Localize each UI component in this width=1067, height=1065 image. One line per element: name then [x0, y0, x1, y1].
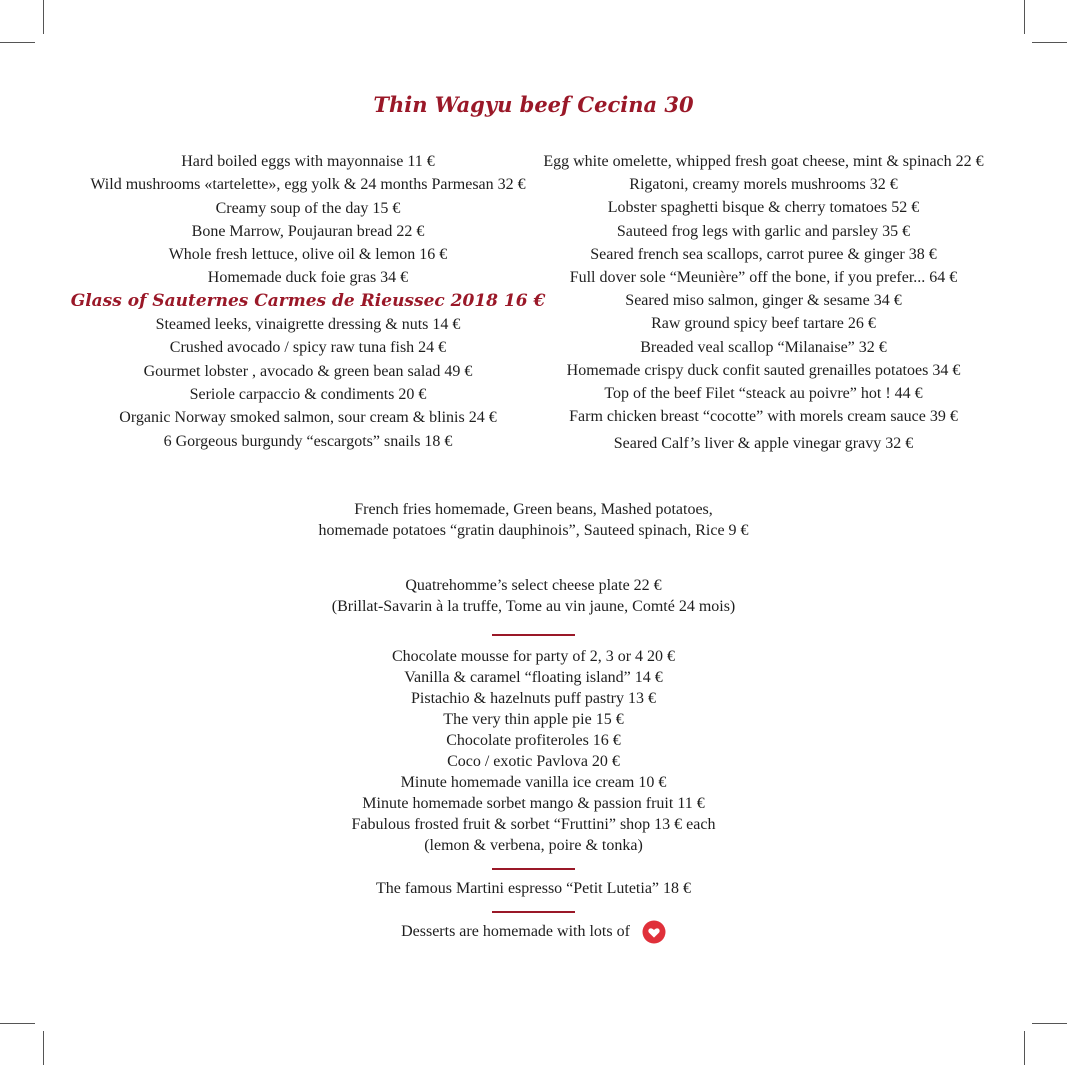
dessert-item: Chocolate mousse for party of 2, 3 or 4 20 € [391, 648, 676, 665]
menu-item: Homemade duck foie gras 34 € [207, 269, 409, 287]
dessert-item: The very thin apple pie 15 € [443, 711, 624, 728]
sides-line: French fries homemade, Green beans, Mashed potatoes, [354, 501, 713, 518]
dessert-item: Chocolate profiteroles 16 € [446, 732, 621, 749]
menu-item: Steamed leeks, vinaigrette dressing & nuts 14 € [155, 316, 461, 334]
menu-item: Seared miso salmon, ginger & sesame 34 € [625, 292, 902, 310]
menu-item: Egg white omelette, whipped fresh goat cheese, mint & spinach 22 € [543, 153, 984, 170]
menu-item: Lobster spaghetti bisque & cherry tomatoes 52 € [607, 199, 920, 217]
section-divider [492, 634, 575, 636]
desserts-section [0, 646, 1067, 856]
menu-title: Thin Wagyu beef Cecina 30 [373, 92, 694, 117]
menu-item: Full dover sole “Meunière” off the bone, if you prefer... 64 € [569, 268, 958, 286]
dessert-detail: (lemon & verbena, poire & tonka) [424, 837, 643, 854]
sides-line: homemade potatoes “gratin dauphinois”, Sauteed spinach, Rice 9 € [318, 522, 749, 539]
menu-item: Raw ground spicy beef tartare 26 € [651, 315, 876, 333]
crop-mark [1032, 42, 1067, 43]
mains-column [520, 150, 1007, 455]
menu-item: 6 Gorgeous burgundy “escargots” snails 18 € [163, 432, 453, 450]
dessert-item: Minute homemade vanilla ice cream 10 € [400, 774, 667, 791]
menu-item: Farm chicken breast “cocotte” with morels cream sauce 39 € [569, 408, 958, 426]
menu-item: Bone Marrow, Poujauran bread 22 € [191, 222, 425, 240]
menu-item: Wild mushrooms «tartelette», egg yolk & 24 months Parmesan 32 € [90, 176, 526, 194]
crop-mark [1024, 0, 1025, 34]
crop-mark [43, 1031, 44, 1065]
footer-note [0, 920, 1067, 944]
cheese-section [0, 575, 1067, 617]
menu-item: Crushed avocado / spicy raw tuna fish 24 € [169, 339, 447, 357]
menu-item: Whole fresh lettuce, olive oil & lemon 16 € [168, 246, 448, 264]
dessert-item: Minute homemade sorbet mango & passion fruit 11 € [362, 795, 705, 812]
sides-section [0, 499, 1067, 541]
footer-text: Desserts are homemade with lots of [401, 923, 630, 940]
menu-item: Rigatoni, creamy morels mushrooms 32 € [629, 176, 898, 194]
menu-item: Homemade crispy duck confit sauted grenailles potatoes 34 € [566, 361, 961, 379]
cheese-detail: (Brillat-Savarin à la truffe, Tome au vin jaune, Comté 24 mois) [331, 598, 736, 615]
crop-mark [43, 0, 44, 34]
crop-mark [1024, 1031, 1025, 1065]
menu-item: Sauteed frog legs with garlic and parsley 35 € [616, 222, 911, 240]
starters-column [60, 150, 556, 453]
menu-item: Seared french sea scallops, carrot puree & ginger 38 € [590, 245, 937, 263]
menu-item: Seared Calf’s liver & apple vinegar gravy 32 € [613, 435, 914, 453]
dessert-item: Coco / exotic Pavlova 20 € [447, 753, 620, 770]
section-divider [492, 911, 575, 913]
menu-item: Gourmet lobster , avocado & green bean salad 49 € [143, 362, 473, 380]
crop-mark [0, 42, 35, 43]
cheese-item: Quatrehomme’s select cheese plate 22 € [405, 577, 662, 594]
wine-highlight: Glass of Sauternes Carmes de Rieussec 2018 16 € [70, 290, 546, 311]
crop-mark [1032, 1023, 1067, 1024]
menu-item: Creamy soup of the day 15 € [215, 199, 401, 217]
menu-item: Hard boiled eggs with mayonnaise 11 € [181, 153, 435, 170]
heart-icon [642, 920, 666, 944]
dessert-item: Vanilla & caramel “floating island” 14 € [404, 669, 663, 686]
section-divider [492, 868, 575, 870]
menu-item: Organic Norway smoked salmon, sour cream & blinis 24 € [119, 409, 497, 427]
menu-item: Breaded veal scallop “Milanaise” 32 € [640, 338, 887, 356]
martini-section [0, 878, 1067, 899]
dessert-item: Pistachio & hazelnuts puff pastry 13 € [411, 690, 656, 707]
menu-item: Seriole carpaccio & condiments 20 € [189, 385, 427, 403]
menu-item: Top of the beef Filet “steack au poivre” hot ! 44 € [604, 384, 923, 402]
dessert-item: Fabulous frosted fruit & sorbet “Fruttini” shop 13 € each [351, 816, 716, 833]
martini-item: The famous Martini espresso “Petit Lutetia” 18 € [375, 880, 692, 897]
crop-mark [0, 1023, 35, 1024]
